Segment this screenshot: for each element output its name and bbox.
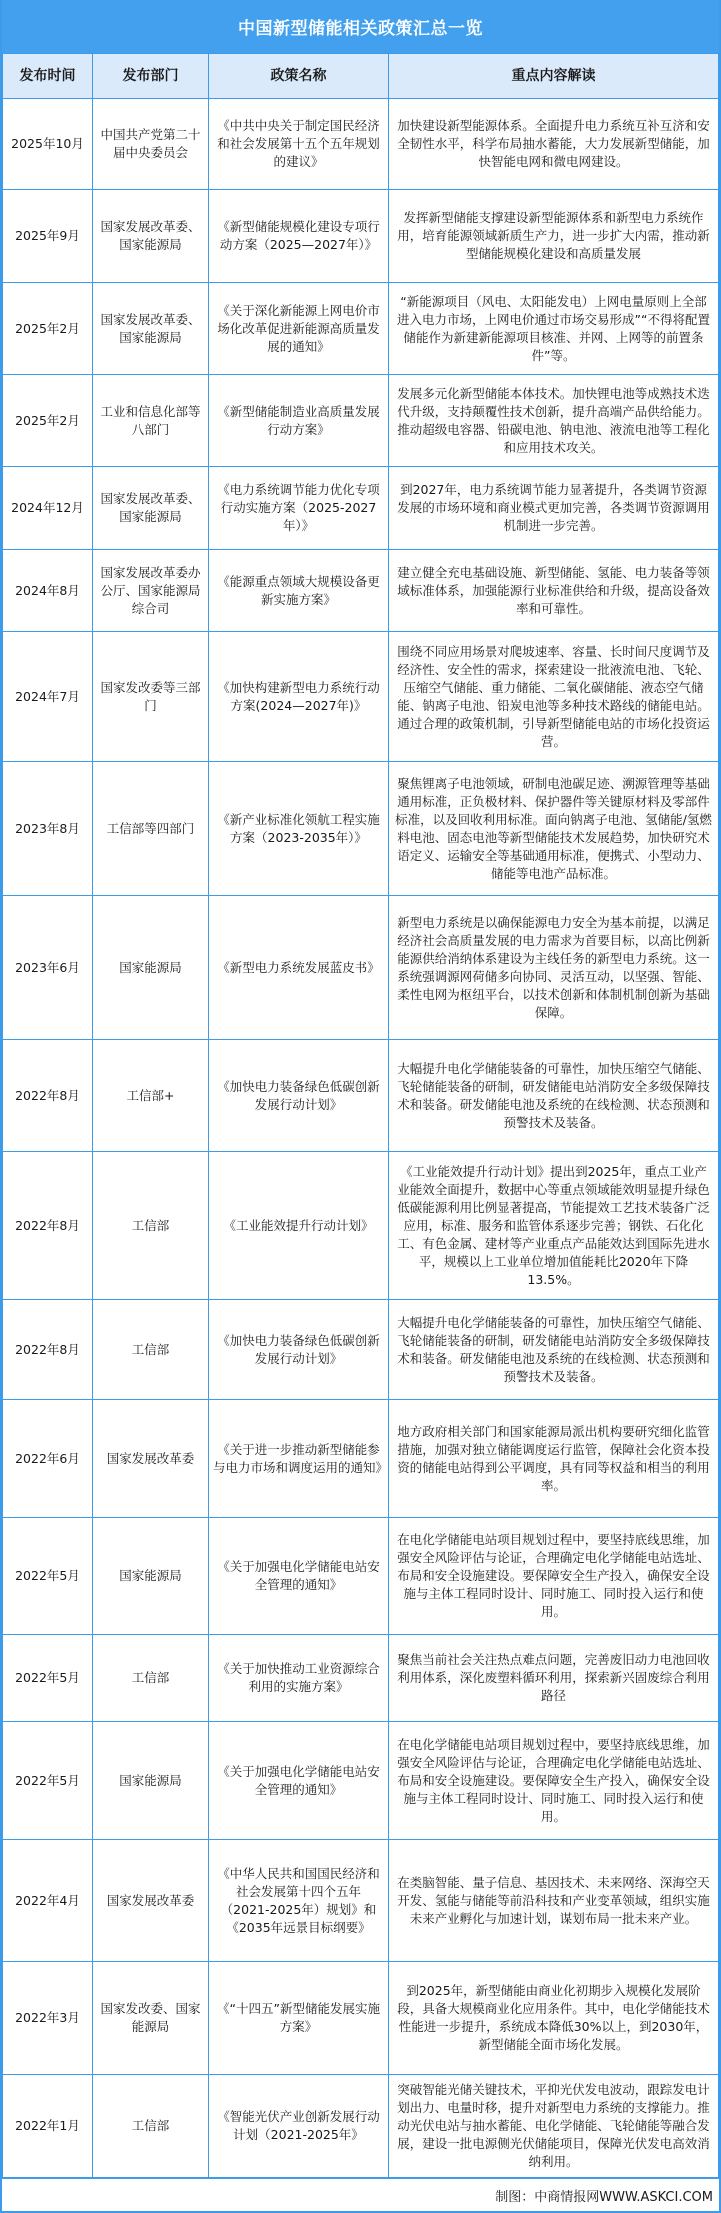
cell-policy-name: 《新产业标准化领航工程实施方案（2023-2035年）》 (209, 762, 389, 896)
cell-policy-name: 《加快构建新型电力系统行动方案(2024—2027年)》 (209, 632, 389, 762)
policy-table (2, 53, 719, 2178)
cell-department: 中国共产党第二十届中央委员会 (93, 99, 209, 190)
cell-department: 国家发展改革委 (93, 1400, 209, 1518)
table-row (3, 1152, 719, 1300)
table-row (3, 1840, 719, 1962)
cell-key-content: 在电化学储能电站项目规划过程中，要坚持底线思维，加强安全风险评估与论证，合理确定电化学储能电站选址、布局和安全设施建设。要保障安全生产投入，确保安全设施与主体工程同时设计、同时施工、同时投入运行和使用。 (389, 1722, 719, 1840)
cell-key-content: 聚焦当前社会关注热点难点问题，完善废旧动力电池回收利用体系，深化废塑料循环利用，探索新兴固废综合利用路径 (389, 1635, 719, 1722)
cell-key-content: 新型电力系统是以确保能源电力安全为基本前提，以满足经济社会高质量发展的电力需求为首要目标，以高比例新能源供给消纳体系建设为主线任务的新型电力系统。这一系统强调源网荷储多向协同、灵活互动，以坚强、智能、柔性电网为枢纽平台，以技术创新和体制机制创新为基础保障。 (389, 896, 719, 1040)
cell-key-content: 发展多元化新型储能本体技术。加快锂电池等成熟技术迭代升级，支持颠覆性技术创新，提升高端产品供给能力。推动超级电容器、铅碳电池、钠电池、液流电池等工程化和应用技术攻关。 (389, 375, 719, 467)
table-body (3, 99, 719, 2178)
cell-policy-name: 《关于进一步推动新型储能参与电力市场和调度运用的通知》 (209, 1400, 389, 1518)
cell-key-content: 大幅提升电化学储能装备的可靠性，加快压缩空气储能、飞轮储能装备的研制，研发储能电站消防安全多级保障技术和装备。研发储能电池及系统的在线检测、状态预测和预警技术及装备。 (389, 1040, 719, 1152)
cell-key-content: 地方政府相关部门和国家能源局派出机构要研究细化监管措施，加强对独立储能调度运行监管，保障社会化资本投资的储能电站得到公平调度，具有同等权益和相当的利用率。 (389, 1400, 719, 1518)
cell-date: 2022年3月 (3, 1962, 93, 2075)
cell-department: 工信部等四部门 (93, 762, 209, 896)
cell-key-content: 加快建设新型能源体系。全面提升电力系统互补互济和安全韧性水平，科学布局抽水蓄能，大力发展新型储能，加快智能电网和微电网建设。 (389, 99, 719, 190)
table-row (3, 762, 719, 896)
column-header-date: 发布时间 (3, 54, 93, 99)
table-row (3, 1040, 719, 1152)
cell-department: 工业和信息化部等八部门 (93, 375, 209, 467)
cell-policy-name: 《关于加强电化学储能电站安全管理的通知》 (209, 1722, 389, 1840)
cell-policy-name: 《智能光伏产业创新发展行动计划（2021-2025年》 (209, 2075, 389, 2178)
cell-department: 国家发展改革委办公厅、国家能源局综合司 (93, 550, 209, 632)
cell-key-content: 到2027年，电力系统调节能力显著提升，各类调节资源发展的市场环境和商业模式更加完善，各类调节资源调用机制进一步完善。 (389, 467, 719, 550)
cell-policy-name: 《新型储能规模化建设专项行动方案（2025—2027年）》 (209, 190, 389, 283)
table-row (3, 375, 719, 467)
cell-department: 国家能源局 (93, 1722, 209, 1840)
cell-department: 工信部 (93, 1635, 209, 1722)
cell-department: 国家能源局 (93, 896, 209, 1040)
table-row (3, 1518, 719, 1635)
cell-key-content: 建立健全充电基础设施、新型储能、氢能、电力装备等领域标准体系，加强能源行业标准供给和升级，提高设备效率和可靠性。 (389, 550, 719, 632)
cell-date: 2022年8月 (3, 1040, 93, 1152)
cell-key-content: 大幅提升电化学储能装备的可靠性，加快压缩空气储能、飞轮储能装备的研制，研发储能电站消防安全多级保障技术和装备。研发储能电池及系统的在线检测、状态预测和预警技术及装备。 (389, 1300, 719, 1400)
table-row (3, 283, 719, 375)
cell-key-content: 《工业能效提升行动计划》提出到2025年，重点工业产业能效全面提升，数据中心等重点领域能效明显提升绿色低碳能源利用比例显著提高，节能提效工艺技术装备广泛应用，标准、服务和监管体系逐步完善；钢铁、石化化工、有色金属、建材等产业重点产品能效达到国际先进水平，规模以上工业单位增加值能耗比2020年下降13.5%。 (389, 1152, 719, 1300)
column-header-policy-name: 政策名称 (209, 54, 389, 99)
cell-date: 2024年12月 (3, 467, 93, 550)
cell-date: 2022年5月 (3, 1722, 93, 1840)
cell-policy-name: 《加快电力装备绿色低碳创新发展行动计划》 (209, 1040, 389, 1152)
cell-key-content: 到2025年，新型储能由商业化初期步入规模化发展阶段，具备大规模商业化应用条件。其中，电化学储能技术性能进一步提升，系统成本降低30%以上，到2030年，新型储能全面市场化发展。 (389, 1962, 719, 2075)
cell-department: 工信部 (93, 1152, 209, 1300)
page-title: 中国新型储能相关政策汇总一览 (2, 0, 719, 53)
cell-policy-name: 《新型储能制造业高质量发展行动方案》 (209, 375, 389, 467)
cell-policy-name: 《加快电力装备绿色低碳创新发展行动计划》 (209, 1300, 389, 1400)
cell-key-content: 在类脑智能、量子信息、基因技术、未来网络、深海空天开发、氢能与储能等前沿科技和产业变革领域，组织实施未来产业孵化与加速计划，谋划布局一批未来产业。 (389, 1840, 719, 1962)
cell-department: 国家发展改革委 (93, 1840, 209, 1962)
source-credit: 制图：中商情报网WWW.ASKCI.COM (2, 2178, 719, 2211)
cell-date: 2023年6月 (3, 896, 93, 1040)
cell-key-content: “新能源项目（风电、太阳能发电）上网电量原则上全部进入电力市场，上网电价通过市场交易形成”“不得将配置储能作为新建新能源项目核准、并网、上网等的前置条件”等。 (389, 283, 719, 375)
cell-date: 2023年8月 (3, 762, 93, 896)
cell-date: 2024年7月 (3, 632, 93, 762)
cell-date: 2022年4月 (3, 1840, 93, 1962)
cell-key-content: 在电化学储能电站项目规划过程中，要坚持底线思维，加强安全风险评估与论证，合理确定电化学储能电站选址、布局和安全设施建设。要保障安全生产投入，确保安全设施与主体工程同时设计、同时施工、同时投入运行和使用。 (389, 1518, 719, 1635)
cell-date: 2022年6月 (3, 1400, 93, 1518)
cell-date: 2022年1月 (3, 2075, 93, 2178)
cell-date: 2025年9月 (3, 190, 93, 283)
table-row (3, 190, 719, 283)
cell-policy-name: 《工业能效提升行动计划》 (209, 1152, 389, 1300)
cell-date: 2022年8月 (3, 1152, 93, 1300)
cell-department: 工信部+ (93, 1040, 209, 1152)
cell-department: 国家发展改革委、国家能源局 (93, 190, 209, 283)
table-row (3, 1400, 719, 1518)
cell-date: 2025年10月 (3, 99, 93, 190)
column-header-department: 发布部门 (93, 54, 209, 99)
cell-policy-name: 《中华人民共和国国民经济和社会发展第十四个五年（2021-2025年）规划》和《2035年远景目标纲要》 (209, 1840, 389, 1962)
cell-department: 国家发展改革委、国家能源局 (93, 283, 209, 375)
cell-policy-name: 《“十四五”新型储能发展实施方案》 (209, 1962, 389, 2075)
cell-department: 工信部 (93, 2075, 209, 2178)
table-row (3, 896, 719, 1040)
cell-key-content: 突破智能光储关键技术，平抑光伏发电波动，跟踪发电计划出力、电量时移，提升对新型电力系统的支撑能力。推动光伏电站与抽水蓄能、电化学储能、飞轮储能等融合发展，建设一批电源侧光伏储能项目，保障光伏发电高效消纳利用。 (389, 2075, 719, 2178)
column-header-key-content: 重点内容解读 (389, 54, 719, 99)
cell-policy-name: 《新型电力系统发展蓝皮书》 (209, 896, 389, 1040)
table-row (3, 550, 719, 632)
cell-date: 2025年2月 (3, 375, 93, 467)
cell-policy-name: 《关于深化新能源上网电价市场化改革促进新能源高质量发展的通知》 (209, 283, 389, 375)
cell-date: 2022年5月 (3, 1635, 93, 1722)
cell-policy-name: 《关于加快推动工业资源综合利用的实施方案》 (209, 1635, 389, 1722)
cell-date: 2022年5月 (3, 1518, 93, 1635)
cell-date: 2022年8月 (3, 1300, 93, 1400)
table-row (3, 2075, 719, 2178)
cell-key-content: 围绕不同应用场景对爬坡速率、容量、长时间尺度调节及经济性、安全性的需求，探索建设一批液流电池、飞轮、压缩空气储能、重力储能、二氧化碳储能、液态空气储能、钠离子电池、铅炭电池等多种技术路线的储能电站。通过合理的政策机制，引导新型储能电站的市场化投资运营。 (389, 632, 719, 762)
table-row (3, 99, 719, 190)
cell-department: 工信部 (93, 1300, 209, 1400)
table-row (3, 1635, 719, 1722)
cell-key-content: 发挥新型储能支撑建设新型能源体系和新型电力系统作用，培育能源领域新质生产力，进一步扩大内需，推动新型储能规模化建设和高质量发展 (389, 190, 719, 283)
cell-department: 国家发展改革委、国家能源局 (93, 467, 209, 550)
cell-policy-name: 《关于加强电化学储能电站安全管理的通知》 (209, 1518, 389, 1635)
table-row (3, 632, 719, 762)
table-row (3, 1962, 719, 2075)
table-row (3, 467, 719, 550)
cell-department: 国家发改委等三部门 (93, 632, 209, 762)
table-row (3, 1300, 719, 1400)
cell-policy-name: 《中共中央关于制定国民经济和社会发展第十五个五年规划的建议》 (209, 99, 389, 190)
cell-policy-name: 《能源重点领域大规模设备更新实施方案》 (209, 550, 389, 632)
table-header-row (3, 54, 719, 99)
cell-policy-name: 《电力系统调节能力优化专项行动实施方案（2025-2027年）》 (209, 467, 389, 550)
cell-date: 2024年8月 (3, 550, 93, 632)
cell-department: 国家能源局 (93, 1518, 209, 1635)
table-row (3, 1722, 719, 1840)
cell-department: 国家发改委、国家能源局 (93, 1962, 209, 2075)
cell-date: 2025年2月 (3, 283, 93, 375)
cell-key-content: 聚焦锂离子电池领域，研制电池碳足迹、溯源管理等基础通用标准，正负极材料、保护器件等关键原材料及零部件标准，以及回收利用标准。面向钠离子电池、氢储能/氢燃料电池、固态电池等新型储能技术发展趋势，加快研究术语定义、运输安全等基础通用标准，便携式、小型动力、储能等电池产品标准。 (389, 762, 719, 896)
